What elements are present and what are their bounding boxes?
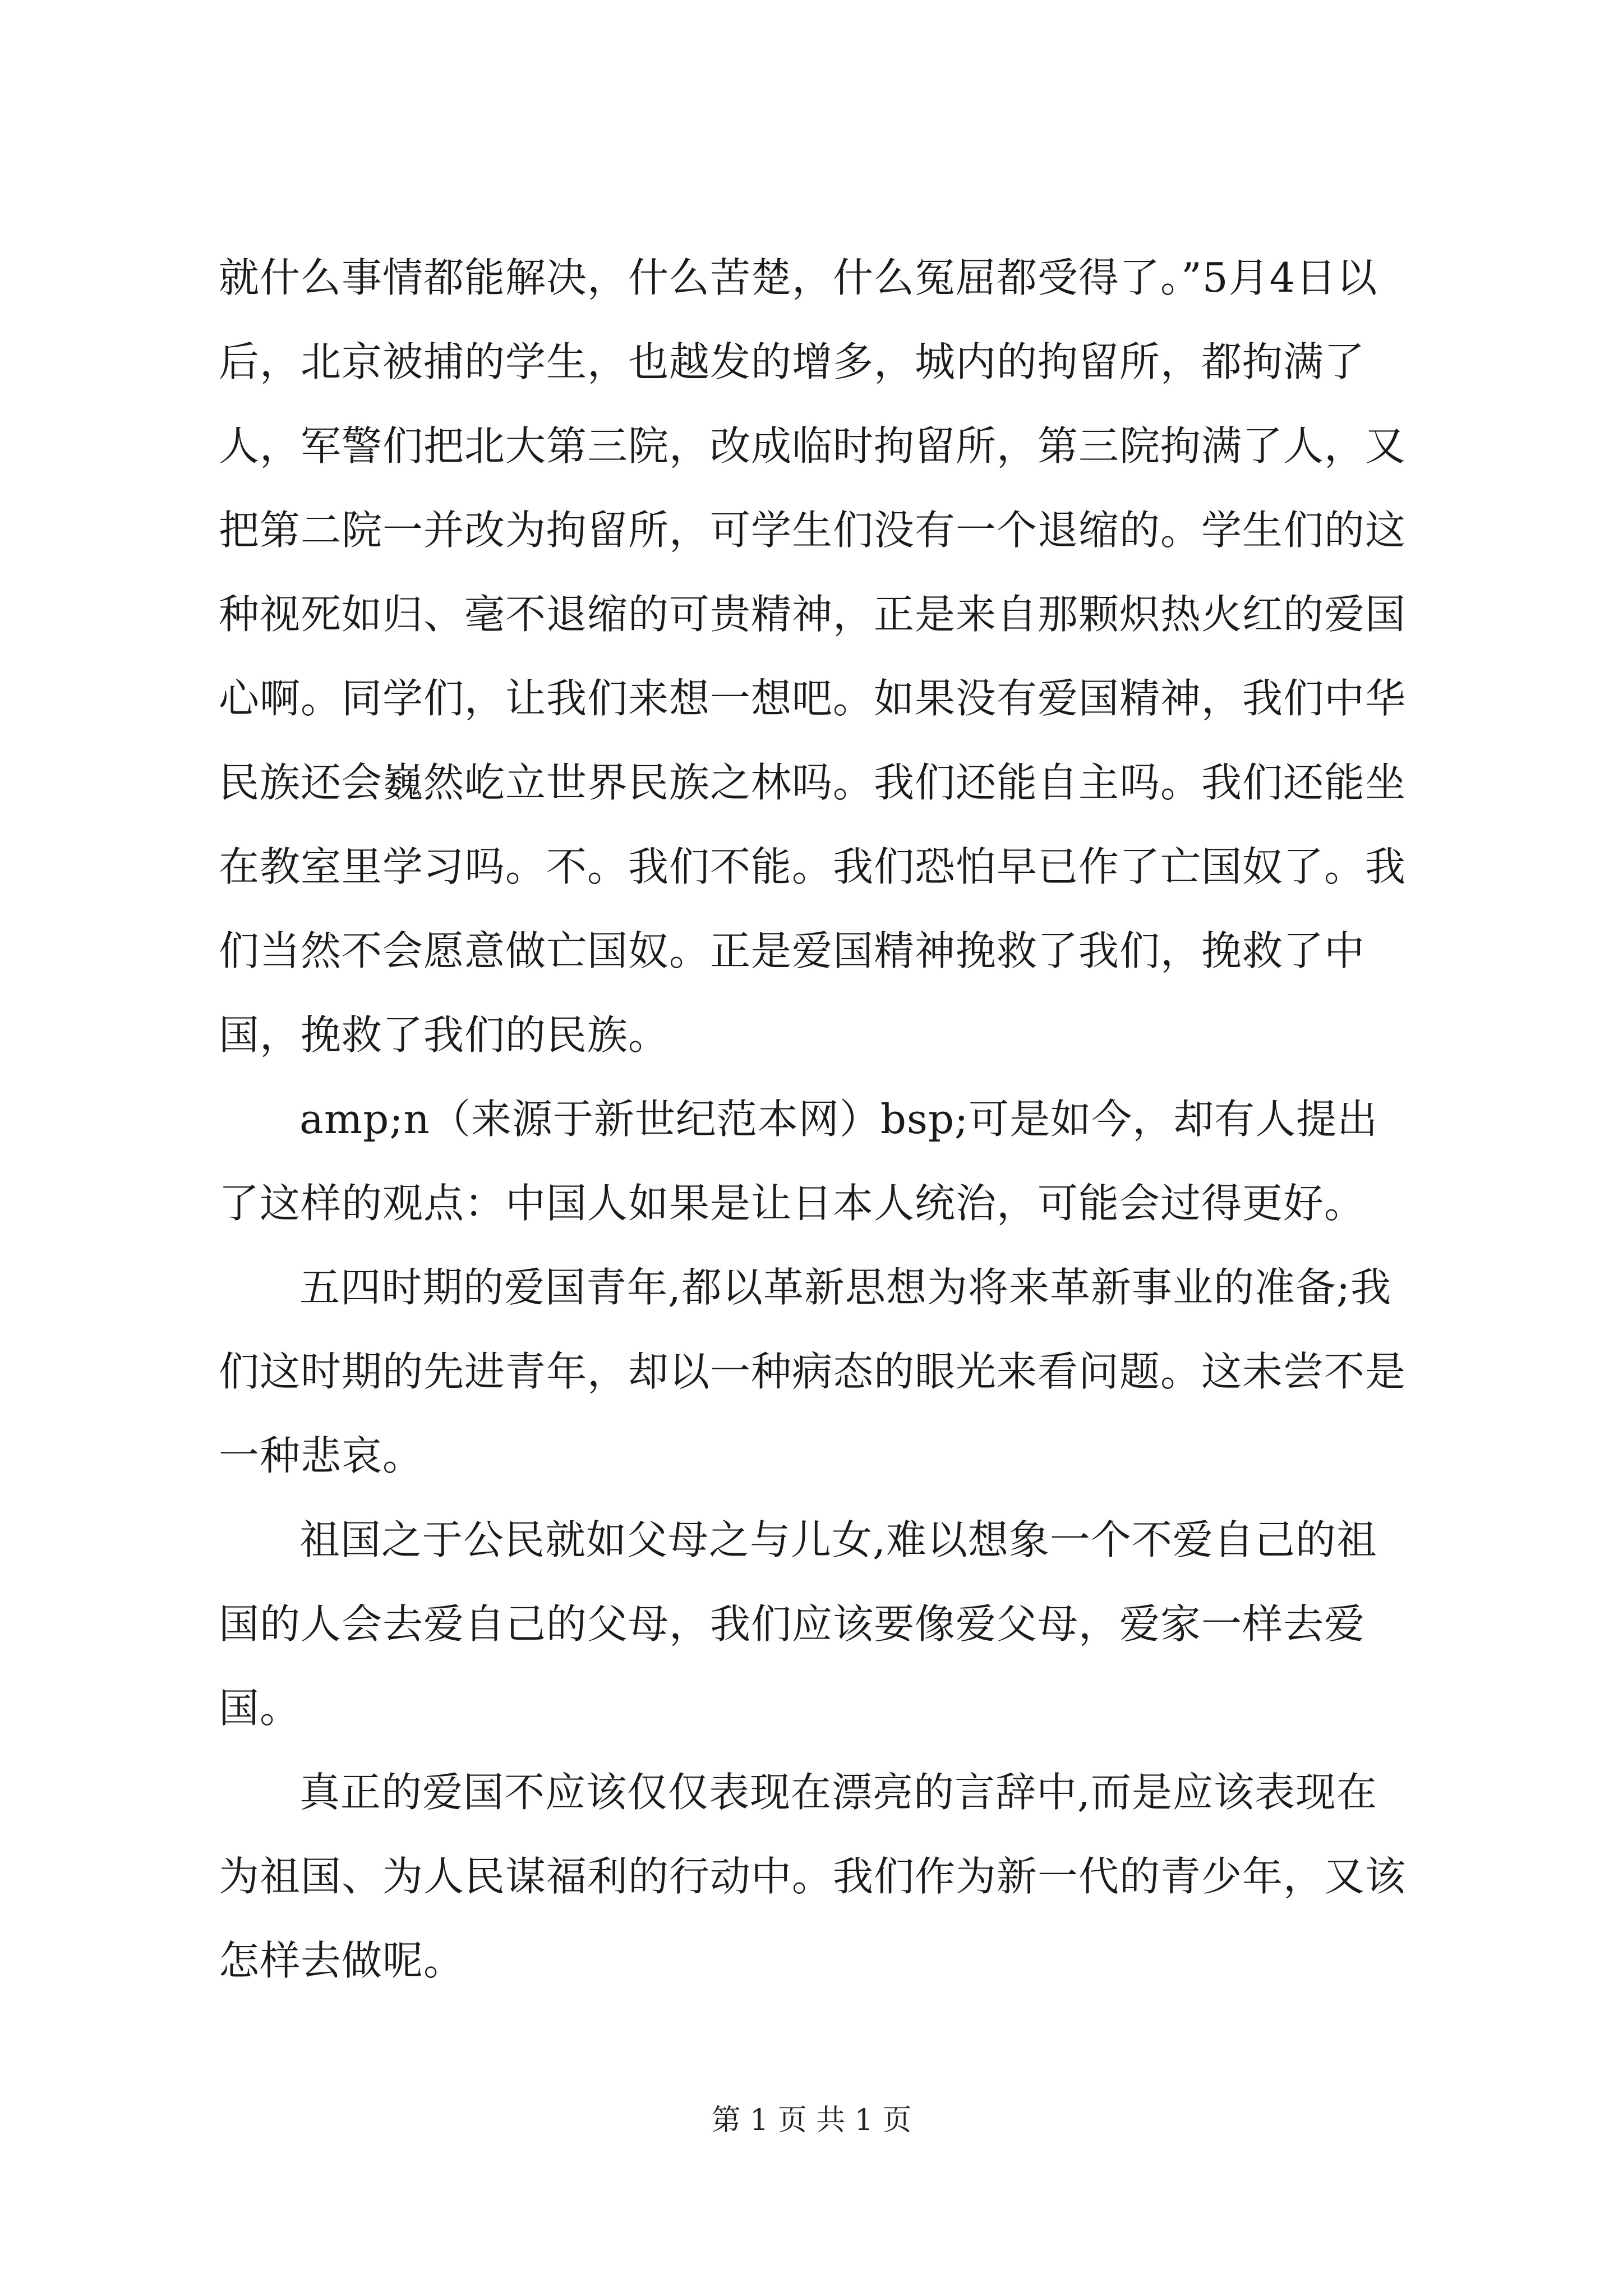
page-footer: 第 1 页 共 1 页: [711, 2104, 912, 2137]
paragraph-3: 五四时期的爱国青年,都以革新思想为将来革新事业的准备;我们这时期的先进青年，却以一种病态的眼光来看问题。这未尝不是一种悲哀。: [219, 1264, 1407, 1479]
paragraph-5: 真正的爱国不应该仅仅表现在漂亮的言辞中,而是应该表现在为祖国、为人民谋福利的行动中。我们作为新一代的青少年，又该怎样去做呢。: [219, 1769, 1407, 1984]
document-body: [219, 236, 1413, 2003]
paragraph-2: amp;n（来源于新世纪范本网）bsp;可是如今，却有人提出了这样的观点：中国人如果是让日本人统治，可能会过得更好。: [219, 1096, 1378, 1227]
paragraph-1: 就什么事情都能解决，什么苦楚，什么冤屈都受得了。”5月4日以后，北京被捕的学生，也越发的增多，城内的拘留所，都拘满了人，军警们把北大第三院，改成临时拘留所，第三院拘满了人，又把第二院一并改为拘留所，可学生们没有一个退缩的。学生们的这种视死如归、毫不退缩的可贵精神，正是来自那颗炽热火红的爱国心啊。同学们，让我们来想一想吧。如果没有爱国精神，我们中华民族还会巍然屹立世界民族之林吗。我们还能自主吗。我们还能坐在教室里学习吗。不。我们不能。我们恐怕早已作了亡国奴了。我们当然不会愿意做亡国奴。正是爱国精神挽救了我们，挽救了中国，挽救了我们的民族。: [219, 254, 1407, 1059]
paragraph-4: 祖国之于公民就如父母之与儿女,难以想象一个不爱自己的祖国的人会去爱自己的父母，我们应该要像爱父母，爱家一样去爱国。: [219, 1516, 1377, 1732]
